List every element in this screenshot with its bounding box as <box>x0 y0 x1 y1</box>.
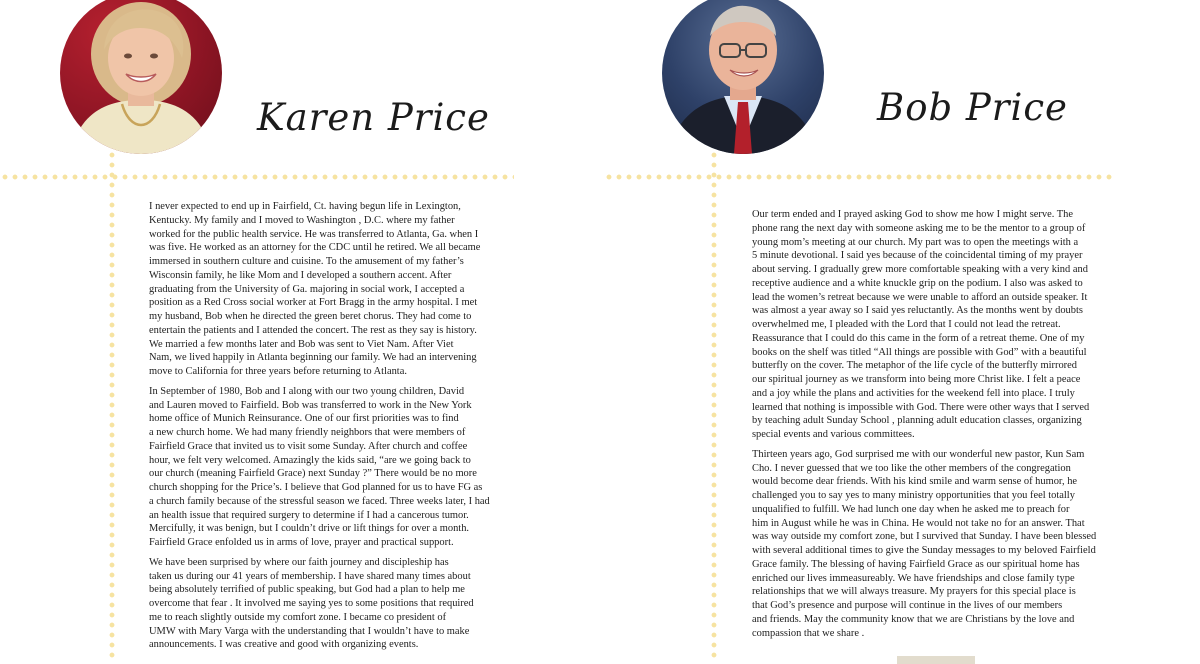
right-dotted-border-top <box>604 174 1116 180</box>
bob-paragraph-1: Our term ended and I prayed asking God to show me how I might serve. The phone rang the next day with someone asking me to be the mentor to a group of young mom’s meeting at our church. My part was to open the meetings with a 5 minute devotional. I said yes because of the coincidental timing of my prayer about serving. I gradually grew more comfortable speaking with a very kind and receptive audience and a white knuckle grip on the podium. I also was asked to lead the women’s retreat because we were unable to afford an outside speaker. It was almost a year away so I said yes reluctantly. As the months went by doubts overwhelmed me, I pleaded with the Lord that I could not lead the retreat. Reassurance that I could do this came in the form of a retreat theme. One of my books on the shelf was titled “All things are possible with God” with a beautiful butterfly on the cover. The metaphor of the life cycle of the butterfly mirrored our spiritual journey as we transform into being more Christ like. I felt a peace and a joy while the plans and activities for the weekend fell into place. I truly learned that nothing is impossible with God. There were other ways that I served by teaching adult Sunday School , planning adult education classes, organizing special events and various committees. <box>752 209 1090 440</box>
page-footer-tab <box>897 656 975 664</box>
left-dotted-border-top <box>0 174 514 180</box>
karen-story-column <box>149 200 513 658</box>
left-dotted-border-side <box>109 150 115 661</box>
bob-story-column <box>752 208 1124 646</box>
bob-price-heading: Bob Price <box>877 86 1068 129</box>
bob-price-photo <box>662 0 824 154</box>
karen-price-photo <box>60 0 222 154</box>
karen-paragraph-2: In September of 1980, Bob and I along with our two young children, David and Lauren moved to Fairfield. Bob was transferred to work in the New York home office of Munich Reinsurance. One of our first priorities was to find a new church home. We had many friendly neighbors that were members of Fairfield Grace that invited us to visit some Sunday. After church and coffee hour, we felt very welcomed. Amazingly the kids said, “are we going back to our church (meaning Fairfield Grace) next Sunday ?” There would be no more church shopping for the Price’s. I believe that God planned for us to have FG as a church family because of the stressful season we faced. Three weeks later, I had an health issue that required surgery to determine if I had a cancerous tumor. Mercifully, it was benign, but I couldn’t drive or lift things for over a month. Fairfield Grace enfolded us in arms of love, prayer and practical support. <box>149 385 490 548</box>
karen-portrait-illustration <box>60 0 222 154</box>
karen-price-heading: Karen Price <box>257 96 490 139</box>
right-dotted-border-side <box>711 150 717 661</box>
karen-paragraph-1: I never expected to end up in Fairfield, Ct. having begun life in Lexington, Kentucky. My family and I moved to Washington , D.C. where my father worked for the public health service. He was transferred to Atlanta, Ga. when I was five. He worked as an attorney for the CDC until he retired. We all became immersed in southern culture and cuisine. To the amusement of my father’s Wisconsin family, he like Mom and I developed a southern accent. After graduating from the University of Ga. majoring in social work, I accepted a position as a Red Cross social worker at Fort Bragg in the army hospital. I met my husband, Bob when he directed the green beret chorus. They had come to entertain the patients and I attended the concert. The rest as they say is history. We married a few months later and Bob was sent to Viet Nam. After Viet Nam, we lived happily in Atlanta beginning our family. We had an intervening move to California for three years before returning to Atlanta. <box>149 201 481 377</box>
karen-paragraph-3: We have been surprised by where our faith journey and discipleship has taken us during our 41 years of membership. I have shared many times about being absolutely terrified of public speaking, but God had a plan to help me overcome that fear . It involved me saying yes to some positions that required me to reach slightly outside my comfort zone. I became co president of UMW with Mary Varga with the understanding that I wouldn’t have to make announcements. I was creative and good with organizing events. <box>149 556 474 651</box>
bob-paragraph-2: Thirteen years ago, God surprised me with our wonderful new pastor, Kun Sam Cho. I never guessed that we too like the other members of the congregation would become dear friends. With his kind smile and warm sense of humor, he challenged you to say yes to many ministry opportunities that you feel totally unqualified to fulfill. We had lunch one day when he asked me to preach for him in August while he was in China. He would not take no for an answer. That was way outside my comfort zone, but I survived that Sunday. I have been blessed with several additional times to give the Sunday messages to my beloved Fairfield Grace family. The blessing of having Fairfield Grace as our spiritual home has enriched our lives immeasureably. We have friendships and close family type relationships that we will always treasure. My prayers for this special place is that God’s presence and purpose will continue in the lives of our members and friends. May the community know that we are Christians by the love and compassion that we share . <box>752 448 1097 639</box>
bob-portrait-illustration <box>662 0 824 154</box>
